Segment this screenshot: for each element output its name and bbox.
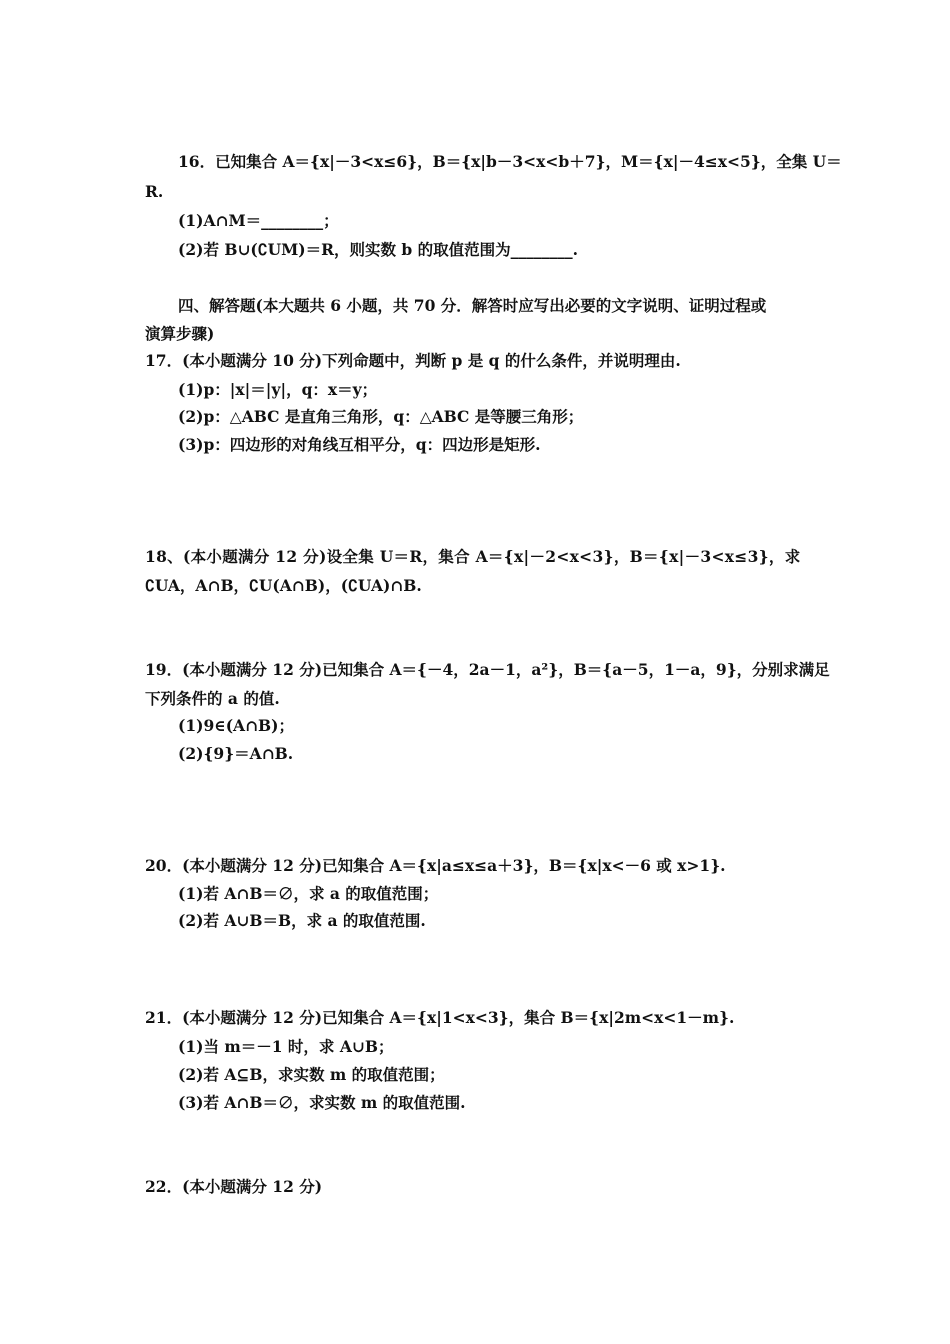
problem-20-part-1: (1)若 A∩B＝∅，求 a 的取值范围；	[178, 884, 439, 903]
problem-17-stem: 17．(本小题满分 10 分)下列命题中，判断 p 是 q 的什么条件，并说明理由.	[145, 351, 681, 370]
problem-21-stem: 21．(本小题满分 12 分)已知集合 A＝{x|1<x<3}，集合 B＝{x|2m<x<1－m}.	[145, 1008, 735, 1027]
problem-16-stem: 16．已知集合 A＝{x|－3<x≤6}，B＝{x|b－3<x<b＋7}，M＝{x|－4≤x<5}，全集 U＝	[178, 152, 842, 171]
problem-18-stem-cont: ∁UA，A∩B，∁U(A∩B)，(∁UA)∩B.	[145, 576, 422, 595]
problem-16-part-1: (1)A∩M＝________；	[178, 211, 339, 230]
problem-20-part-2: (2)若 A∪B＝B，求 a 的取值范围.	[178, 911, 426, 930]
problem-19-part-1: (1)9∈(A∩B)；	[178, 716, 294, 735]
problem-19-stem: 19．(本小题满分 12 分)已知集合 A＝{－4，2a－1，a²}，B＝{a－5，1－a，9}，分别求满足	[145, 660, 830, 679]
problem-21-part-1: (1)当 m＝－1 时，求 A∪B；	[178, 1037, 394, 1056]
problem-19-part-2: (2){9}＝A∩B.	[178, 744, 294, 763]
problem-17-part-1: (1)p：|x|＝|y|，q：x＝y；	[178, 380, 378, 399]
problem-18-stem: 18、(本小题满分 12 分)设全集 U＝R，集合 A＝{x|－2<x<3}，B＝{x|－3<x≤3}，求	[145, 547, 801, 566]
problem-20-stem: 20．(本小题满分 12 分)已知集合 A＝{x|a≤x≤a＋3}，B＝{x|x<－6 或 x>1}.	[145, 856, 726, 875]
problem-19-stem-cont: 下列条件的 a 的值.	[145, 689, 280, 708]
problem-16-stem-cont: R.	[145, 182, 164, 201]
problem-22-stem: 22．(本小题满分 12 分)	[145, 1177, 323, 1196]
problem-16-part-2: (2)若 B∪(∁UM)＝R，则实数 b 的取值范围为________.	[178, 240, 579, 259]
problem-17-part-3: (3)p：四边形的对角线互相平分，q：四边形是矩形.	[178, 435, 541, 454]
problem-17-part-2: (2)p：△ABC 是直角三角形，q：△ABC 是等腰三角形；	[178, 407, 584, 426]
section-4-title-cont: 演算步骤)	[145, 324, 215, 343]
problem-21-part-3: (3)若 A∩B＝∅，求实数 m 的取值范围.	[178, 1093, 466, 1112]
problem-21-part-2: (2)若 A⊆B，求实数 m 的取值范围；	[178, 1065, 445, 1084]
section-4-title: 四、解答题(本大题共 6 小题，共 70 分．解答时应写出必要的文字说明、证明过程或	[178, 296, 767, 315]
